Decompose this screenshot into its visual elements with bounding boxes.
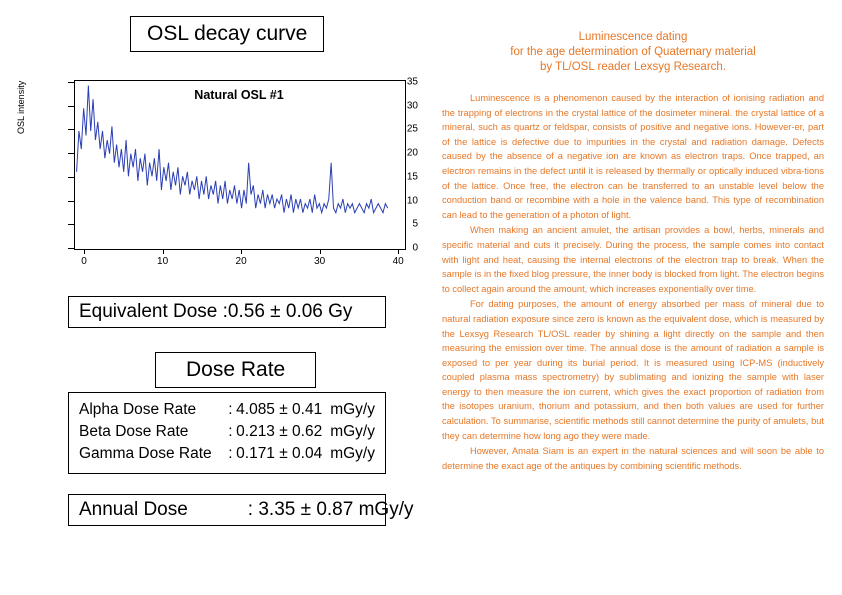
dose-rate-unit: mGy/y: [330, 445, 375, 462]
dose-rate-name: Beta Dose Rate: [79, 423, 189, 440]
chart-title: Natural OSL #1: [194, 88, 284, 102]
chart-y-tick: 25: [406, 123, 418, 135]
osl-decay-line: [75, 81, 405, 249]
equivalent-dose-box: [68, 296, 386, 328]
chart-x-tick: 30: [314, 256, 326, 267]
chart-y-tick: 35: [406, 76, 418, 88]
article-paragraph: However, Amata Siam is an expert in the natural sciences and will soon be able to determine the exact age of the antiques by combining scientific methods.: [442, 446, 824, 471]
dose-rate-value: 0.171 ± 0.04: [236, 445, 323, 462]
dose-rate-value: 4.085 ± 0.41: [236, 401, 323, 418]
chart-y-tick: 15: [406, 171, 418, 183]
dose-rate-unit: mGy/y: [330, 401, 375, 418]
chart-plot-area: [74, 80, 406, 250]
chart-y-tick: 30: [406, 100, 418, 112]
chart-x-tick: 10: [157, 256, 169, 267]
dose-rate-title: [155, 352, 316, 388]
dose-rate-title-label: Dose Rate: [155, 352, 316, 388]
dose-rate-name: Alpha Dose Rate: [79, 401, 197, 418]
dose-rate-colon: :: [228, 445, 233, 462]
dose-rate-table: [68, 392, 386, 474]
annual-dose-box: [68, 494, 414, 526]
osl-decay-chart: [18, 72, 418, 282]
article-paragraph: For dating purposes, the amount of energy absorbed per mass of mineral due to natural radiation exposure since zero is known as the equivalent dose, which is measured by the Lexsyg Research TL/OSL reader by shining a light directly on the sample and then measuring the emission over time. The annual dose is the amount of radiation a sample is exposed to per year during its burial period. It is measured using ICP-MS (inductively coupled plasma mass spectrometry) by sublimating and ionizing the sample with laser energy to then measure the ion current, which gives the exact proportion of radiation from the isotopes uranium, thorium and potassium, and then both values are used for further calculation. To summarise, scientific methods still cannot determine the purity of amulets, but they can determine how long ago they were made.: [442, 299, 824, 441]
annual-dose-label: Annual Dose: [79, 499, 188, 520]
chart-y-axis-label: OSL intensity: [16, 80, 26, 134]
article-panel: [442, 30, 824, 473]
table-row: [79, 443, 375, 465]
dose-rate-unit: mGy/y: [330, 423, 375, 440]
annual-dose-value: 3.35 ± 0.87 mGy/y: [258, 499, 414, 520]
article-body: [442, 91, 824, 473]
dose-rate-colon: :: [228, 423, 233, 440]
chart-y-tick: 20: [406, 147, 418, 159]
equivalent-dose-value: 0.56 ± 0.06 Gy: [227, 301, 353, 322]
dose-rate-name: Gamma Dose Rate: [79, 445, 212, 462]
article-title-line-3: by TL/OSL reader Lexsyg Research.: [539, 61, 726, 73]
chart-y-tick: 5: [412, 218, 418, 230]
article-paragraph: When making an ancient amulet, the artisan provides a bowl, herbs, minerals and specific material and cuts it precisely. During the process, the sample comes into contact with light and heat, causing the internal electrons of the electron trap to break. When the sample is in the fixed blog pressure, the inner body is blocked from light. The electron begins to collect again around the amount, which increases exponentially over time.: [442, 225, 824, 294]
chart-x-tick: 20: [235, 256, 247, 267]
osl-decay-curve-title: [130, 16, 324, 52]
equivalent-dose-label: Equivalent Dose :: [79, 301, 228, 322]
article-title-line-2: for the age determination of Quaternary material: [510, 46, 756, 58]
article-title: [442, 30, 824, 75]
annual-dose-colon: :: [247, 499, 254, 520]
chart-y-tick: 0: [412, 242, 418, 254]
article-title-line-1: Luminescence dating: [578, 31, 688, 43]
table-row: [79, 421, 375, 443]
article-paragraph: Luminescence is a phenomenon caused by the interaction of ionising radiation and the trapping of electrons in the crystal lattice of the dosimeter mineral. the crystal lattice of a mineral, such as quartz or feldspar, consists of positive and negative ions. However-er, part of the lattice is defective due to impurities in the crystal and radiation damage. Defects caused by the absence of a negative ion are known as electron traps. Once trapped, an electron remains in the defect until it is released by thermally or optically induced vibra-tions of the lattice. Once free, the electron can be transferred to an unstable level below the conduction band or recombine with a hole in the valence band. This type of recombination can lead to the generation of a photon of light.: [442, 93, 824, 220]
osl-decay-curve-title-label: OSL decay curve: [130, 16, 324, 52]
dose-rate-value: 0.213 ± 0.62: [236, 423, 323, 440]
chart-x-tick: 40: [392, 256, 404, 267]
dose-rate-colon: :: [228, 401, 233, 418]
table-row: [79, 399, 375, 421]
chart-x-tick: 0: [81, 256, 87, 267]
chart-y-tick: 10: [406, 195, 418, 206]
